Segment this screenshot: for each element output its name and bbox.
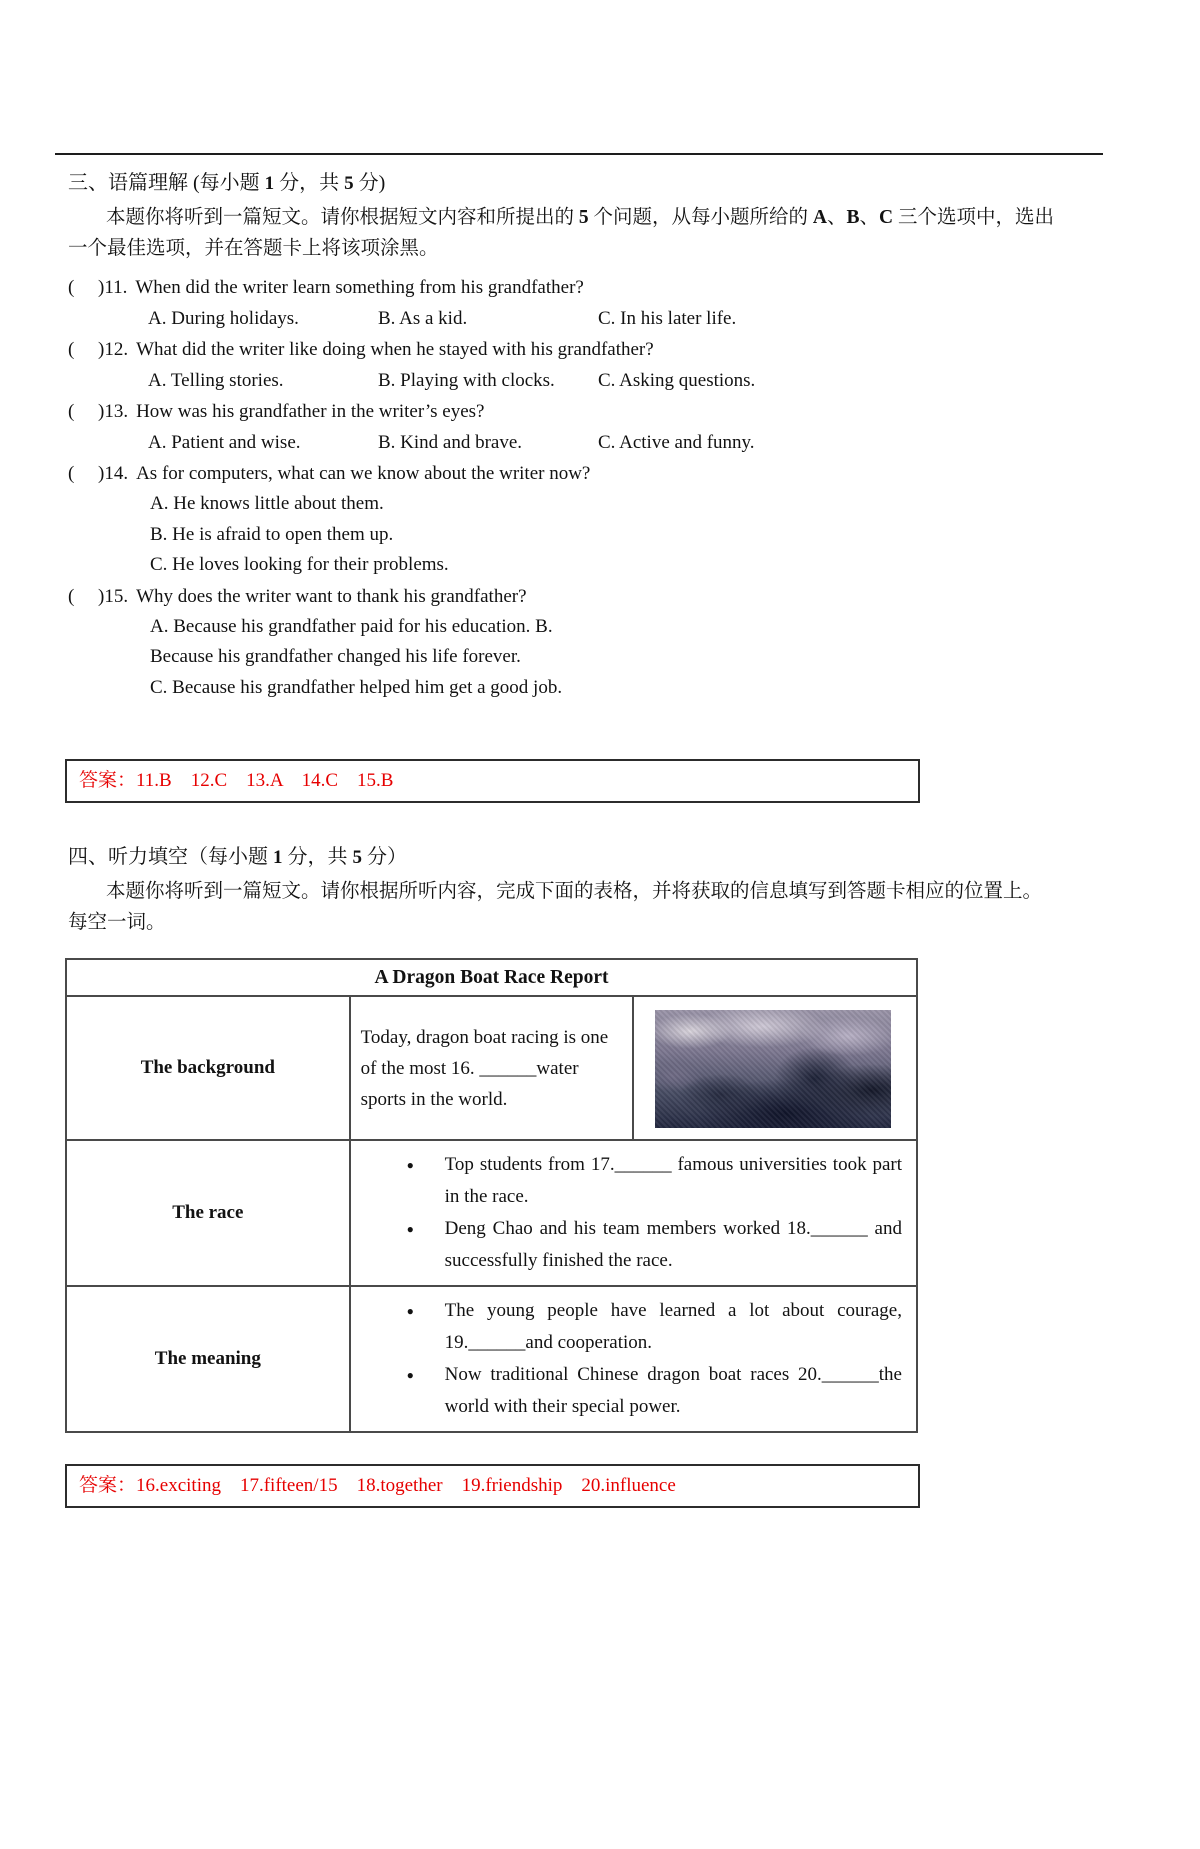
total-points: 5 [352,847,362,868]
option-c: C. Asking questions. [598,370,756,391]
section4-heading-text: 四、听力填空（每小题 [68,846,273,868]
option-a: A. He knows little about them. [150,493,384,514]
option-b: B. As a kid. [378,308,468,329]
background-text: Today, dragon boat racing is one of the most 16. ______water sports in the world. [350,996,634,1140]
question-13-line [68,396,1200,427]
answer-box-section4 [65,1464,920,1508]
dragon-boat-report-table [65,958,918,1433]
answer-values: 11.B 12.C 13.A 14.C 15.B [136,770,394,791]
question-13-options [148,427,1200,458]
answer-paren: ( [68,401,75,422]
points-per-item: 1 [264,173,275,194]
bullet-text: The young people have learned a lot about courage, 19.______and cooperation. [444,1300,902,1353]
question-number: )13. [98,401,129,422]
answer-values: 16.exciting 17.fifteen/15 18.together 19.friendship 20.influence [136,1475,676,1496]
answer-paren: ( [68,277,75,298]
answer-label: 答案： [79,1475,137,1496]
option-c: C. Because his grandfather helped him get a good job. [150,676,563,698]
option-c: C. Active and funny. [598,432,755,453]
option-b: B. Kind and brave. [378,432,523,453]
option-a: A. Telling stories. [148,370,284,391]
answer-paren: ( [68,339,75,360]
bullet-item [407,1295,902,1359]
row-label-background: The background [66,996,350,1140]
question-12 [68,334,1200,396]
top-divider [55,153,1103,155]
question-list [68,272,1200,703]
answer-box-section3 [65,759,920,803]
bullet-icon: ● [406,1368,414,1382]
option-c: C. In his later life. [598,308,737,329]
question-11 [68,272,1200,334]
question-text: When did the writer learn something from his grandfather? [135,277,584,298]
bullet-text: Now traditional Chinese dragon boat races 20.______the world with their special power. [444,1364,902,1417]
bullet-item [407,1149,902,1213]
exam-page [0,153,1200,1508]
question-number: )11. [98,277,128,298]
question-text: What did the writer like doing when he stayed with his grandfather? [136,339,654,360]
answer-paren: ( [68,585,75,607]
question-number: )12. [98,339,129,360]
table-row-race [66,1140,917,1286]
section4-instructions: 本题你将听到一篇短文。请你根据所听内容，完成下面的表格，并将获取的信息填写到答题卡相应的位置上。每空一词。 [68,881,1043,933]
question-number: )15. [98,585,129,607]
answer-label: 答案： [79,770,137,791]
bullet-text: Top students from 17.______ famous universities took part in the race. [444,1154,902,1207]
meaning-content [350,1286,917,1432]
section3-heading-text: 三、语篇理解 (每小题 [68,172,265,194]
question-11-options [148,303,1200,334]
bullet-icon: ● [406,1222,414,1236]
option-a: A. Patient and wise. [148,432,301,453]
question-text: How was his grandfather in the writer’s eyes? [136,401,485,422]
question-text: As for computers, what can we know about the writer now? [136,463,591,484]
question-15-options [150,612,1200,704]
question-12-options [148,365,1200,396]
total-points: 5 [344,173,354,194]
table-title-row [66,959,917,996]
row-label-meaning: The meaning [66,1286,350,1432]
table-title: A Dragon Boat Race Report [66,959,917,996]
option-b: B. He is afraid to open them up. [150,523,394,545]
section3-instructions: 本题你将听到一篇短文。请你根据短文内容和所提出的 5 个问题，从每小题所给的 A、B、C 三个选项中，选出一个最佳选项，并在答题卡上将该项涂黑。 [68,207,1055,259]
question-12-line [68,334,1200,365]
row-label-race: The race [66,1140,350,1286]
option-a: A. During holidays. [148,308,299,329]
option-b: B. Playing with clocks. [378,370,555,391]
question-11-line [68,272,1200,303]
question-13 [68,396,1200,458]
answer-paren: ( [68,463,75,484]
table-row-background [66,996,917,1140]
section3-heading: 三、语篇理解 (每小题 1 分，共 5 分) [68,172,386,194]
question-number: )14. [98,463,129,484]
question-14-line [68,458,1200,489]
question-14-options [150,489,1200,581]
race-content [350,1140,917,1286]
bullet-item [407,1213,902,1277]
bullet-icon: ● [406,1304,414,1318]
photo-cell [633,996,917,1140]
points-per-item: 1 [273,847,283,868]
option-b-continuation: Because his grandfather changed his life forever. [150,646,521,667]
option-a: A. Because his grandfather paid for his education. B. [150,615,553,637]
section4-heading: 四、听力填空（每小题 1 分，共 5 分） [68,846,407,868]
question-14 [68,458,1200,581]
bullet-item [407,1359,902,1423]
dragon-boat-race-photo [655,1010,891,1128]
table-row-meaning [66,1286,917,1432]
bullet-text: Deng Chao and his team members worked 18.______ and successfully finished the race. [444,1218,902,1271]
question-text: Why does the writer want to thank his grandfather? [136,585,527,607]
question-15-line [68,581,1200,612]
option-c: C. He loves looking for their problems. [150,554,449,575]
bullet-icon: ● [406,1158,414,1172]
question-15 [68,581,1200,704]
